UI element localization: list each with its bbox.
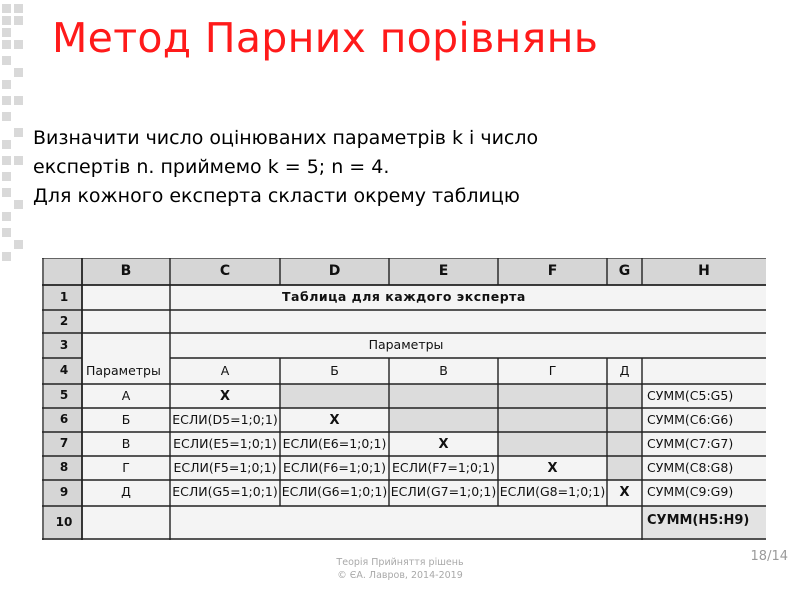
- diagonal-x-mark: X: [619, 485, 630, 500]
- row-number: 4: [59, 363, 69, 377]
- decorative-square: [14, 200, 23, 209]
- decorative-square: [2, 56, 11, 65]
- column-header: C: [219, 263, 231, 279]
- row-sum-formula: СУММ(C5:G5): [647, 388, 734, 403]
- decorative-square: [2, 28, 11, 37]
- shaded-cell: [498, 408, 607, 432]
- decorative-square: [2, 228, 11, 237]
- formula-cell: ЕСЛИ(E6=1;0;1): [282, 436, 387, 451]
- shaded-cell: [280, 384, 389, 408]
- decorative-square: [14, 40, 23, 49]
- decorative-square: [2, 96, 11, 105]
- row-number: 5: [59, 388, 69, 402]
- row-number: 10: [55, 515, 73, 529]
- page-number: 18/14: [750, 549, 788, 564]
- formula-cell: ЕСЛИ(G6=1;0;1): [281, 484, 388, 499]
- shaded-cell: [607, 456, 642, 480]
- decorative-square: [2, 80, 11, 89]
- param-header: А: [220, 363, 230, 378]
- row-param-label: Г: [122, 460, 130, 475]
- shaded-cell: [389, 384, 498, 408]
- row-number: 6: [59, 412, 69, 426]
- decorative-square: [14, 128, 23, 137]
- decorative-square: [2, 156, 11, 165]
- row-number: 9: [59, 485, 69, 499]
- row-param-label: Д: [121, 484, 131, 499]
- row-number: 7: [59, 436, 69, 450]
- column-header: H: [698, 263, 710, 279]
- footer-copyright: © ЄА. Лавров, 2014-2019: [337, 570, 463, 581]
- row-param-label: А: [121, 388, 131, 403]
- param-header: В: [439, 363, 448, 378]
- column-header: G: [618, 263, 631, 279]
- row-number: 1: [59, 289, 69, 304]
- body-line-1: Визначити число оцінюваних параметрів k і число: [33, 127, 539, 149]
- decorative-square: [2, 172, 11, 181]
- column-header-band: [42, 258, 766, 285]
- diagonal-x-mark: X: [547, 461, 558, 476]
- spreadsheet-image: [42, 258, 766, 540]
- decorative-square: [14, 240, 23, 249]
- diagonal-x-mark: X: [219, 389, 231, 404]
- slide-title: Метод Парних порівнянь: [52, 14, 599, 62]
- param-header: Б: [330, 363, 339, 378]
- decorative-square: [2, 16, 11, 25]
- column-header: D: [328, 263, 341, 279]
- row-param-label: В: [121, 436, 131, 451]
- decorative-square: [2, 140, 11, 149]
- decorative-square: [14, 156, 23, 165]
- formula-cell: ЕСЛИ(F5=1;0;1): [173, 460, 277, 475]
- formula-cell: ЕСЛИ(G8=1;0;1): [499, 484, 606, 499]
- row-number: 2: [59, 313, 69, 328]
- row-param-label: Б: [121, 412, 131, 427]
- row-sum-formula: СУММ(C7:G7): [647, 436, 734, 451]
- decorative-square: [2, 40, 11, 49]
- shaded-cell: [498, 384, 607, 408]
- column-header: F: [547, 263, 558, 279]
- shaded-cell: [389, 408, 498, 432]
- row-number: 8: [59, 460, 69, 474]
- body-line-2: експертів n. приймемо k = 5; n = 4.: [33, 156, 390, 178]
- diagonal-x-mark: X: [438, 437, 449, 452]
- decorative-square: [2, 112, 11, 121]
- row-sum-formula: СУММ(C6:G6): [647, 412, 734, 427]
- params-row-label: Параметры: [86, 363, 161, 378]
- formula-cell: ЕСЛИ(G7=1;0;1): [390, 484, 497, 499]
- total-sum-formula: СУММ(H5:H9): [647, 513, 750, 528]
- shaded-cell: [607, 384, 642, 408]
- decorative-square: [2, 188, 11, 197]
- params-group-label: Параметры: [368, 337, 444, 352]
- decorative-square: [2, 252, 11, 261]
- row-sum-formula: СУММ(C8:G8): [647, 460, 734, 475]
- diagonal-x-mark: X: [329, 413, 340, 428]
- decorative-square: [14, 96, 23, 105]
- shaded-cell: [498, 432, 607, 456]
- decorative-square-strip: [0, 0, 30, 300]
- formula-cell: ЕСЛИ(E5=1;0;1): [173, 436, 277, 451]
- table-title: Таблица для каждого эксперта: [282, 289, 526, 304]
- row-number: 3: [59, 337, 69, 352]
- slide-body-text: [33, 124, 538, 211]
- decorative-square: [2, 212, 11, 221]
- slide-footer: [300, 556, 500, 582]
- formula-cell: ЕСЛИ(D5=1;0;1): [172, 412, 278, 427]
- decorative-square: [14, 16, 23, 25]
- decorative-square: [2, 4, 11, 13]
- column-header: B: [120, 263, 132, 279]
- footer-course: Теорія Прийняття рішень: [336, 557, 464, 568]
- param-header: Д: [619, 363, 630, 378]
- param-header: Г: [548, 363, 557, 378]
- row-sum-formula: СУММ(C9:G9): [647, 484, 734, 499]
- column-header: E: [438, 263, 449, 279]
- decorative-square: [14, 68, 23, 77]
- formula-cell: ЕСЛИ(G5=1;0;1): [172, 484, 278, 499]
- formula-cell: ЕСЛИ(F7=1;0;1): [391, 460, 496, 475]
- formula-cell: ЕСЛИ(F6=1;0;1): [282, 460, 387, 475]
- shaded-cell: [607, 408, 642, 432]
- shaded-cell: [607, 432, 642, 456]
- decorative-square: [14, 4, 23, 13]
- body-line-3: Для кожного експерта скласти окрему таблицю: [33, 185, 520, 207]
